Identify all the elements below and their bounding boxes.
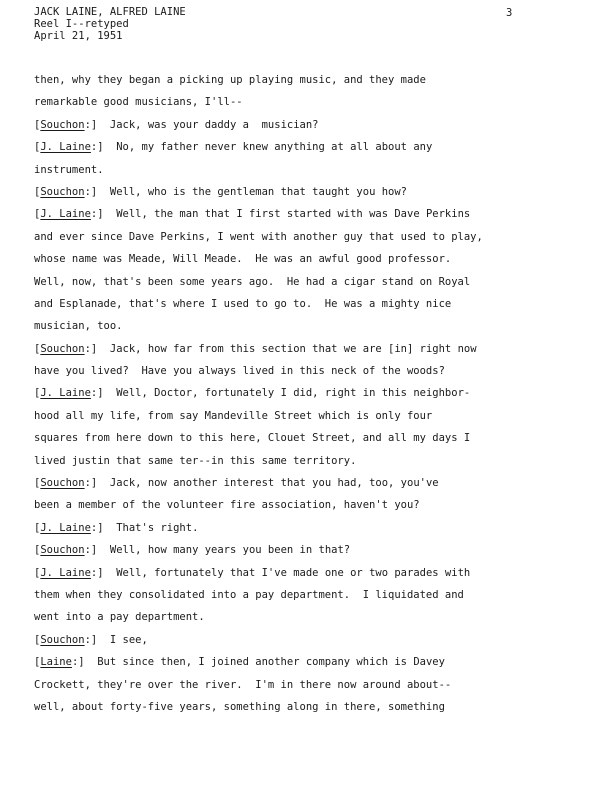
- line-text: Well, fortunately that I've made one or two parades with: [103, 566, 471, 579]
- speaker-bracket-close: :]: [90, 208, 104, 221]
- speaker-bracket-close: :]: [71, 656, 85, 669]
- transcript-line: [34, 360, 574, 382]
- transcript-line: [34, 159, 574, 181]
- speaker-bracket-open: [: [34, 656, 41, 669]
- transcript-line: [34, 562, 574, 584]
- speaker-bracket-close: :]: [84, 185, 98, 198]
- transcript-line: [34, 450, 574, 472]
- transcript-line: [34, 315, 574, 337]
- transcript-line: [34, 271, 574, 293]
- transcript-line: [34, 606, 574, 628]
- transcript-line: [34, 181, 574, 203]
- line-text: Crockett, they're over the river. I'm in there now around about--: [34, 678, 452, 691]
- line-text: then, why they began a picking up playing music, and they made: [34, 74, 426, 86]
- line-text: No, my father never knew anything at all about any: [103, 141, 433, 154]
- speaker-name: J. Laine: [40, 141, 91, 154]
- speaker-name: J. Laine: [40, 521, 91, 534]
- transcript-line: [34, 696, 574, 718]
- line-text: remarkable good musicians, I'll--: [34, 96, 243, 109]
- line-text: Well, how many years you been in that?: [97, 544, 351, 557]
- transcript-line: [34, 517, 574, 539]
- line-text: whose name was Meade, Will Meade. He was an awful good professor.: [34, 253, 452, 266]
- line-text: Jack, now another interest that you had, too, you've: [97, 477, 439, 490]
- line-text: lived justin that same ter--in this same territory.: [34, 454, 357, 467]
- speaker-name: Souchon: [40, 477, 85, 490]
- line-text: been a member of the volunteer fire association, haven't you?: [34, 499, 420, 512]
- line-text: instrument.: [34, 163, 104, 176]
- transcript-line: [34, 226, 574, 248]
- header-date: April 21, 1951: [34, 30, 123, 42]
- speaker-bracket-open: [: [34, 208, 41, 221]
- line-text: hood all my life, from say Mandeville Street which is only four: [34, 409, 433, 422]
- speaker-bracket-open: [: [34, 633, 41, 646]
- speaker-bracket-open: [: [34, 185, 41, 198]
- transcript-line: [34, 136, 574, 158]
- speaker-bracket-close: :]: [90, 141, 104, 154]
- line-text: Well, the man that I first started with was Dave Perkins: [103, 208, 471, 221]
- speaker-bracket-close: :]: [84, 633, 98, 646]
- line-text: went into a pay department.: [34, 611, 205, 624]
- speaker-name: Souchon: [40, 118, 85, 131]
- transcript-line: [34, 629, 574, 651]
- speaker-bracket-open: [: [34, 141, 41, 154]
- speaker-name: J. Laine: [40, 566, 91, 579]
- transcript-line: [34, 405, 574, 427]
- speaker-bracket-open: [: [34, 387, 41, 400]
- line-text: Well, who is the gentleman that taught you how?: [97, 185, 408, 198]
- header-names: JACK LAINE, ALFRED LAINE: [34, 6, 186, 18]
- line-text: well, about forty-five years, something along in there, something: [34, 700, 445, 713]
- line-text: have you lived? Have you always lived in this neck of the woods?: [34, 365, 445, 378]
- speaker-bracket-close: :]: [84, 342, 98, 355]
- transcript-line: [34, 338, 574, 360]
- page-header: [34, 6, 186, 42]
- header-reel: Reel I--retyped: [34, 18, 129, 30]
- transcript-line: [34, 584, 574, 606]
- speaker-bracket-close: :]: [90, 566, 104, 579]
- speaker-name: Souchon: [40, 633, 85, 646]
- speaker-bracket-close: :]: [90, 387, 104, 400]
- speaker-bracket-close: :]: [90, 521, 104, 534]
- speaker-name: Souchon: [40, 185, 85, 198]
- transcript-line: [34, 472, 574, 494]
- line-text: Well, now, that's been some years ago. He had a cigar stand on Royal: [34, 275, 471, 288]
- transcript-line: [34, 248, 574, 270]
- transcript-line: [34, 114, 574, 136]
- transcript-line: [34, 539, 574, 561]
- transcript-body: [34, 69, 574, 718]
- transcript-line: [34, 91, 574, 113]
- line-text: squares from here down to this here, Clouet Street, and all my days I: [34, 432, 471, 445]
- line-text: Jack, was your daddy a musician?: [97, 118, 319, 131]
- speaker-name: Laine: [40, 656, 72, 669]
- speaker-name: J. Laine: [40, 387, 91, 400]
- speaker-bracket-close: :]: [84, 544, 98, 557]
- transcript-line: [34, 651, 574, 673]
- line-text: and Esplanade, that's where I used to go to. He was a mighty nice: [34, 297, 452, 310]
- speaker-bracket-open: [: [34, 118, 41, 131]
- line-text: them when they consolidated into a pay department. I liquidated and: [34, 588, 464, 601]
- transcript-line: [34, 293, 574, 315]
- transcript-line: [34, 674, 574, 696]
- speaker-bracket-close: :]: [84, 477, 98, 490]
- speaker-bracket-open: [: [34, 544, 41, 557]
- line-text: and ever since Dave Perkins, I went with another guy that used to play,: [34, 230, 483, 243]
- speaker-name: J. Laine: [40, 208, 91, 221]
- transcript-line: [34, 382, 574, 404]
- transcript-line: [34, 427, 574, 449]
- speaker-name: Souchon: [40, 342, 85, 355]
- line-text: Well, Doctor, fortunately I did, right in this neighbor-: [103, 387, 471, 400]
- line-text: I see,: [97, 633, 148, 646]
- speaker-bracket-open: [: [34, 521, 41, 534]
- speaker-bracket-open: [: [34, 342, 41, 355]
- line-text: That's right.: [103, 521, 199, 534]
- speaker-bracket-open: [: [34, 566, 41, 579]
- transcript-line: [34, 69, 574, 91]
- line-text: musician, too.: [34, 320, 123, 333]
- transcript-line: [34, 203, 574, 225]
- line-text: But since then, I joined another company which is Davey: [84, 656, 445, 669]
- speaker-bracket-open: [: [34, 477, 41, 490]
- line-text: Jack, how far from this section that we are [in] right now: [97, 342, 477, 355]
- speaker-bracket-close: :]: [84, 118, 98, 131]
- speaker-name: Souchon: [40, 544, 85, 557]
- transcript-line: [34, 494, 574, 516]
- page-number: 3: [506, 7, 513, 19]
